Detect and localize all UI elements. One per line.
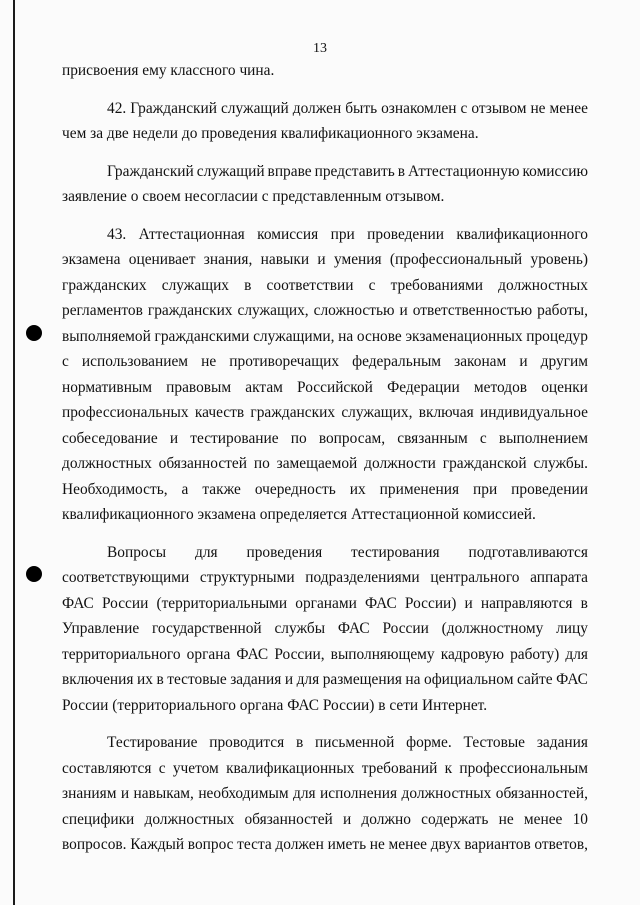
text-line: с использованием не противоречащих федеральным законам и другим (62, 353, 588, 370)
text-line: Управление государственной службы ФАС России (должностному лицу (62, 620, 588, 637)
punch-hole (26, 566, 42, 582)
paragraph (62, 96, 588, 147)
text-line: вопросов. Каждый вопрос теста должен иметь не менее двух вариантов ответов, (62, 836, 588, 853)
page-number: 13 (313, 41, 327, 56)
text-line: нормативным правовым актам Российской Федерации методов оценки (62, 378, 588, 396)
text-line: квалификационного экзамена определяется Аттестационной комиссией. (62, 506, 536, 523)
text-line: знаниям и навыкам, необходимым для исполнения должностных обязанностей, (62, 785, 588, 802)
paragraph (62, 222, 588, 528)
text-line: специфики должностных обязанностей и должно содержать не менее 10 (62, 810, 588, 828)
punch-hole (26, 325, 42, 341)
text-line: России (территориального органа ФАС России) в сети Интернет. (62, 696, 488, 714)
paragraph (62, 540, 588, 719)
text-line: включения их в тестовые задания и для размещения на официальном сайте ФАС (62, 671, 588, 688)
paragraph (62, 58, 588, 84)
text-line: выполняемой гражданскими служащими, на основе экзаменационных процедур (62, 327, 588, 345)
text-line: 43. Аттестационная комиссия при проведении квалификационного (107, 225, 588, 243)
text-line: собеседование и тестирование по вопросам, связанным с выполнением (62, 429, 588, 447)
text-line: Вопросы для проведения тестирования подготавливаются (107, 543, 588, 561)
paragraph-gap (62, 718, 588, 730)
document-body (62, 58, 588, 858)
text-line: гражданских служащих в соответствии с требованиями должностных (62, 276, 588, 294)
page-edge (13, 0, 15, 905)
paragraph (62, 730, 588, 858)
text-line: территориального органа ФАС России, выполняющему кадровую работу) для (62, 645, 588, 663)
text-line: 42. Гражданский служащий должен быть ознакомлен с отзывом не менее (107, 99, 588, 117)
text-line: Гражданский служащий вправе представить в Аттестационную комиссию (107, 162, 588, 180)
paragraph-gap (62, 210, 588, 222)
text-line: Тестирование проводится в письменной форме. Тестовые задания (107, 734, 588, 751)
paragraph-gap (62, 147, 588, 159)
text-line: составляются с учетом квалификационных требований к профессиональным (62, 759, 588, 777)
text-line: регламентов гражданских служащих, сложностью и ответственностью работы, (62, 302, 588, 319)
text-line: заявление о своем несогласии с представленным отзывом. (62, 188, 445, 205)
paragraph-gap (62, 528, 588, 540)
text-line: присвоения ему классного чина. (62, 62, 275, 79)
paragraph-gap (62, 84, 588, 96)
text-line: Необходимость, а также очередность их применения при проведении (62, 480, 588, 498)
text-line: должностных обязанностей по замещаемой должности гражданской службы. (62, 455, 588, 472)
text-line: соответствующими структурными подразделениями центрального аппарата (62, 569, 588, 586)
text-line: профессиональных качеств гражданских служащих, включая индивидуальное (62, 404, 588, 421)
text-line: чем за две недели до проведения квалификационного экзамена. (62, 125, 479, 142)
text-line: экзамена оценивает знания, навыки и умения (профессиональный уровень) (62, 251, 588, 268)
paragraph (62, 159, 588, 210)
text-line: ФАС России (территориальными органами ФАС России) и направляются в (62, 594, 588, 612)
